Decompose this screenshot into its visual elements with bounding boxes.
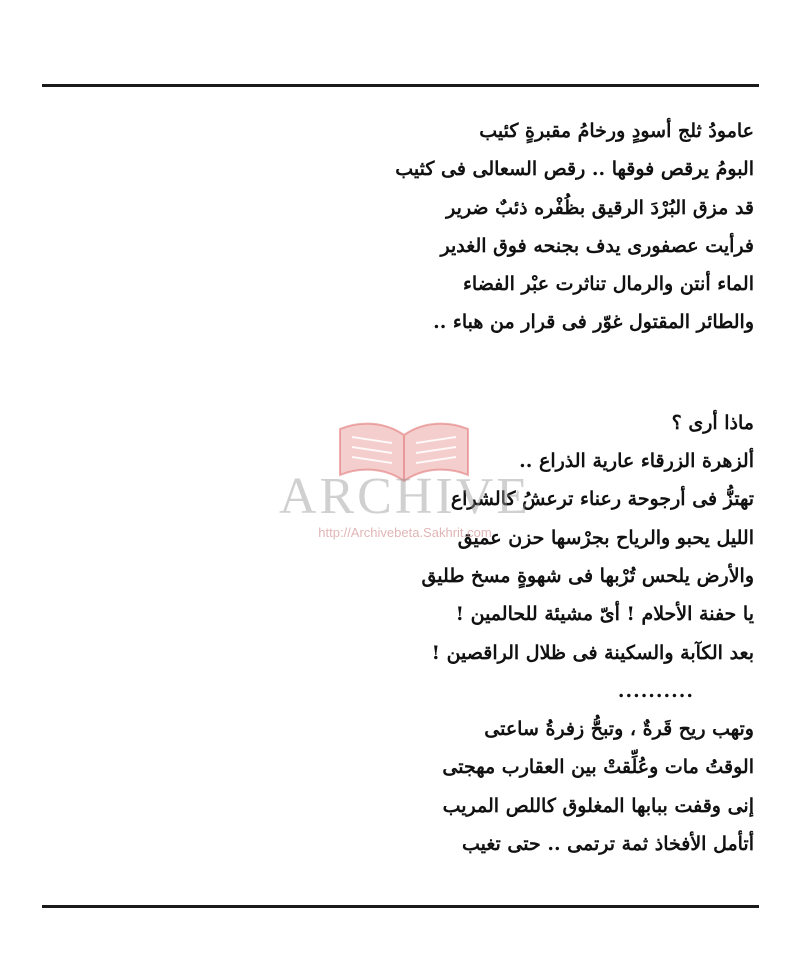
verse-line: قد مزق البُرْدَ الرقيق بظُفْره ذئبٌ ضرير xyxy=(446,196,754,219)
verse-line: أتأمل الأفخاذ ثمة ترتمى .. حتى تغيب xyxy=(461,833,754,856)
verse-line: الليل يحبو والرياح بجرْسها حزن عميق xyxy=(457,526,754,549)
verse-line: فرأيت عصفورى يدف بجنحه فوق الغدير xyxy=(440,234,754,257)
section-separator: .......... xyxy=(617,679,694,702)
verse-line: ماذا أرى ؟ xyxy=(671,411,754,434)
verse-line: والطائر المقتول غوّر فى قرار من هباء .. xyxy=(433,311,754,334)
stanza-gap xyxy=(294,342,754,404)
archive-watermark xyxy=(270,405,540,555)
verse-line: الوقتُ مات وعُلِّقتْ بين العقارب مهجتى xyxy=(442,756,754,779)
watermark-title: ARCHIVE xyxy=(278,468,532,525)
verse-line: تهتزُّ فى أرجوحة رعناء ترعشُ كالشراع xyxy=(450,488,754,511)
verse-line: الماء أنتن والرمال تناثرت عبْر الفضاء xyxy=(462,273,754,296)
verse-line: وتهب ريح قَرةٌ ، وتبحُّ زفرةُ ساعتى xyxy=(484,718,754,741)
verse-line: ألزهرة الزرقاء عارية الذراع .. xyxy=(519,450,754,473)
verse-line: البومُ يرقص فوقها .. رقص السعالى فى كثيب xyxy=(395,158,754,181)
bottom-rule xyxy=(42,905,759,908)
top-rule xyxy=(42,84,759,87)
verse-line: إنى وقفت ببابها المغلوق كاللص المريب xyxy=(442,794,754,817)
verse-line: يا حفنة الأحلام ! أىّ مشيئة للحالمين ! xyxy=(455,603,754,626)
verse-line: والأرض يلحس تُرْبها فى شهوةٍ مسخ طليق xyxy=(421,564,754,587)
verse-line: عامودُ ثلج أسودٍ ورخامُ مقبرةٍ كئيب xyxy=(479,120,754,142)
verse-line: بعد الكآبة والسكينة فى ظلال الراقصين ! xyxy=(431,641,754,664)
watermark-url: http://Archivebeta.Sakhrit.com xyxy=(318,525,492,540)
